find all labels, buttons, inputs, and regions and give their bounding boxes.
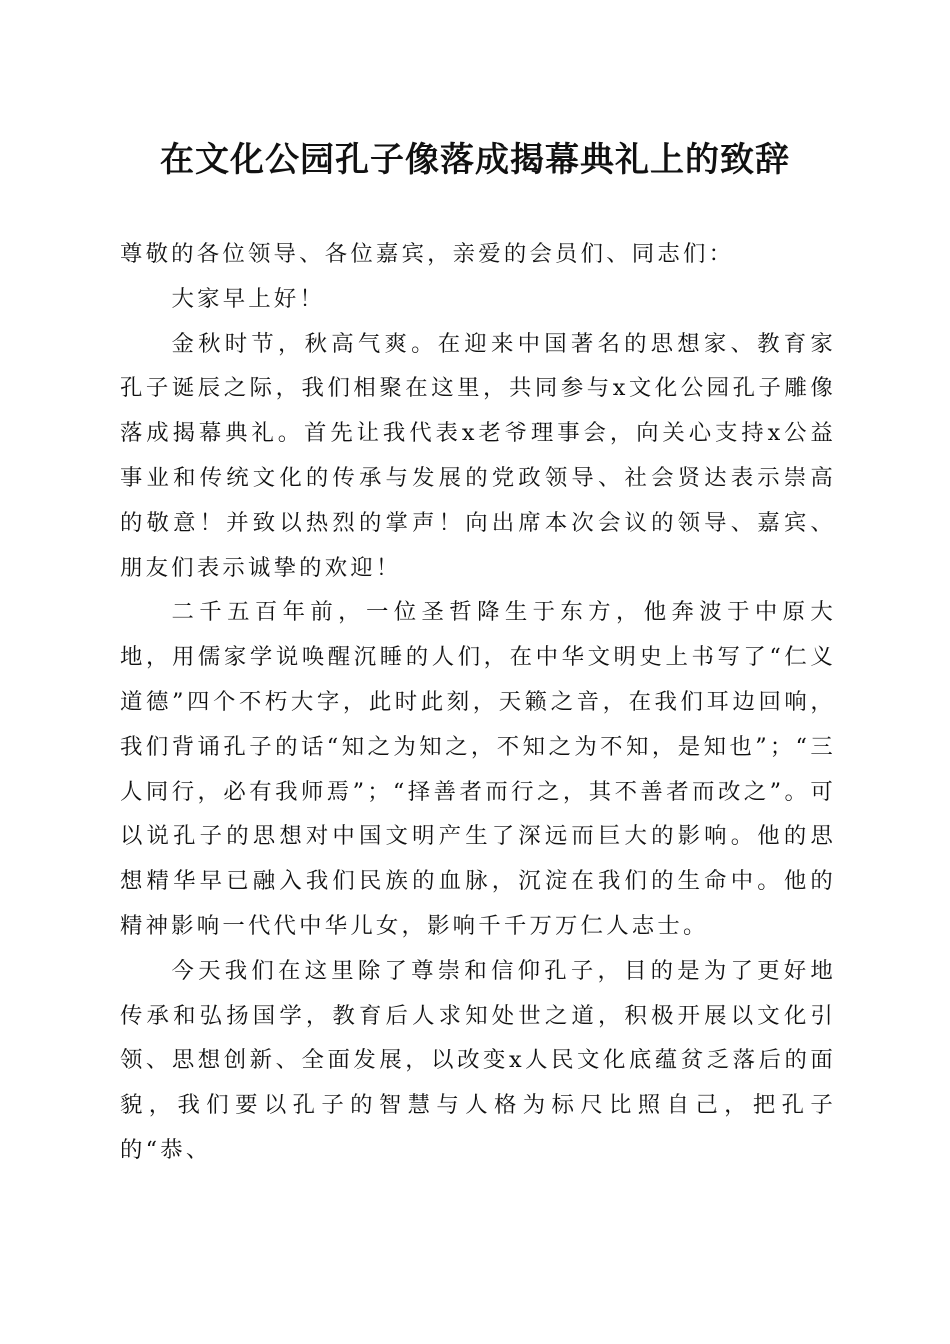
paragraph-1: 金秋时节，秋高气爽。在迎来中国著名的思想家、教育家孔子诞辰之际，我们相聚在这里，共同参与x文化公园孔子雕像落成揭幕典礼。首先让我代表x老爷理事会，向关心支持x公益事业和传统文化的传承与发展的党政领导、社会贤达表示崇高的敬意！并致以热烈的掌声！向出席本次会议的领导、嘉宾、朋友们表示诚挚的欢迎！ [120,330,836,581]
paragraph-2: 二千五百年前，一位圣哲降生于东方，他奔波于中原大地，用儒家学说唤醒沉睡的人们，在中华文明史上书写了“仁义道德”四个不朽大字，此时此刻，天籁之音，在我们耳边回响，我们背诵孔子的话“知之为知之，不知之为不知，是知也”；“三人同行，必有我师焉”；“择善者而行之，其不善者而改之”。可以说孔子的思想对中国文明产生了深远而巨大的影响。他的思想精华早已融入我们民族的血脉，沉淀在我们的生命中。他的精神影响一代代中华儿女，影响千千万万仁人志士。 [120,599,836,939]
document-title: 在文化公园孔子像落成揭幕典礼上的致辞 [160,140,790,180]
salutation: 尊敬的各位领导、各位嘉宾，亲爱的会员们、同志们： [120,241,735,267]
paragraph-3: 今天我们在这里除了尊崇和信仰孔子，目的是为了更好地传承和弘扬国学，教育后人求知处世之道，积极开展以文化引领、思想创新、全面发展，以改变x人民文化底蕴贫乏落后的面貌，我们要以孔子的智慧与人格为标尺比照自己，把孔子的“恭、 [120,957,836,1163]
greeting: 大家早上好！ [171,285,326,312]
document-body [120,232,836,1173]
